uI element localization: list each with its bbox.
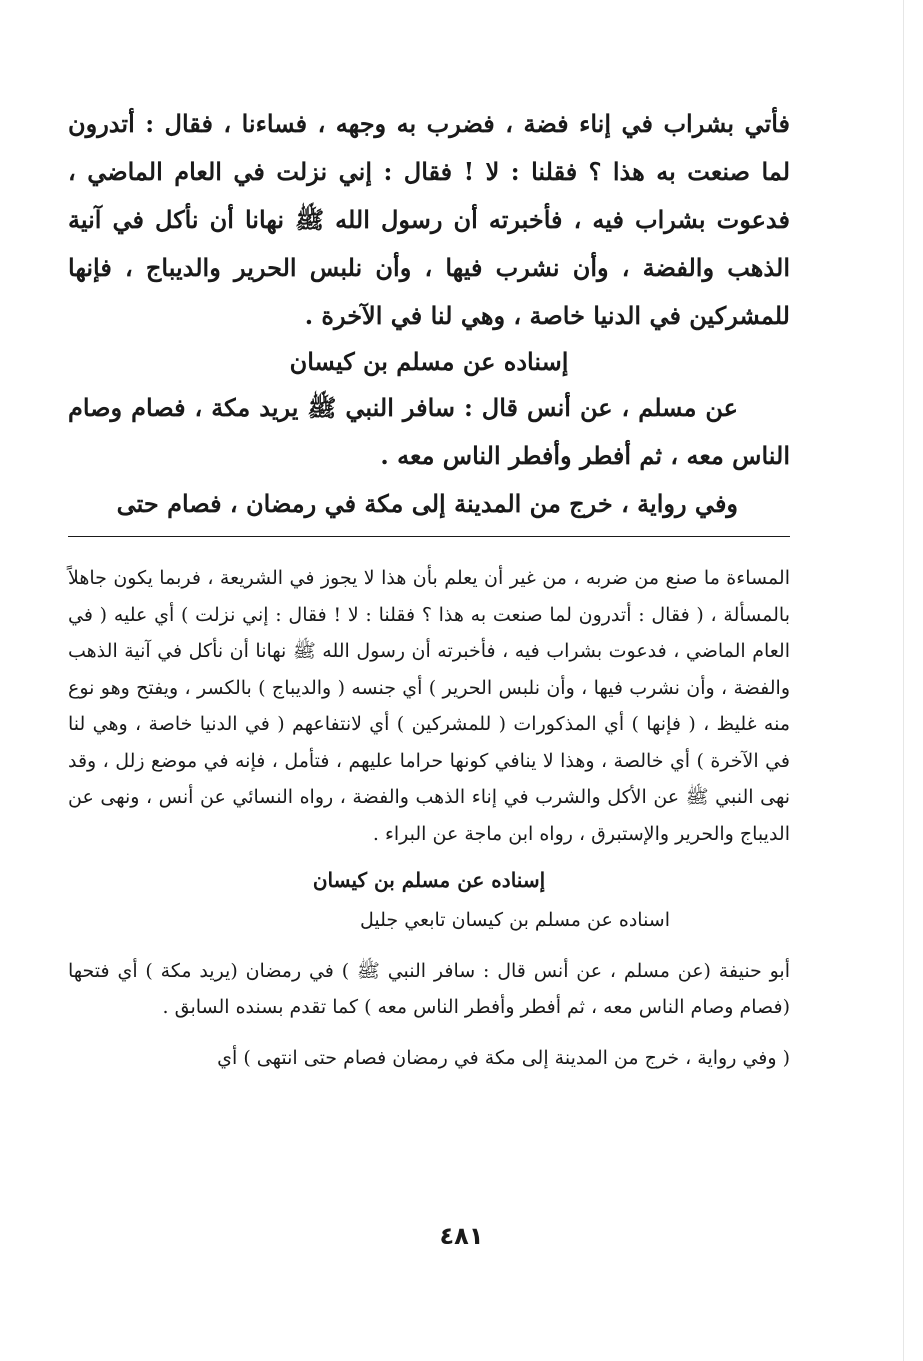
commentary-paragraph: المساءة ما صنع من ضربه ، من غير أن يعلم بأن هذا لا يجوز في الشريعة ، فربما يكون جاهلاً بالمسألة ، ( فقال : أتدرون لما صنعت به هذا ؟ فقلنا : لا ! فقال : إني نزلت ) أي عليه ( في العام الماضي ، فدعوت بشراب فيه ، فأخبرته أن رسول الله ﷺ نهانا أن نأكل في آنية الذهب والفضة ، وأن نشرب فيها ، وأن نلبس الحرير ) أي جنسه ( والديباج ) بالكسر ، ويفتح وهو نوع منه غليظ ، ( فإنها ) أي المذكورات ( للمشركين ) أي لانتفاعهم ( في الدنيا خاصة ، وهي لنا في الآخرة ) أي خالصة ، وهذا لا ينافي كونها حراما عليهم ، فتأمل ، فإنه في موضع زلل ، وقد نهى النبي ﷺ عن الأكل والشرب في إناء الذهب والفضة ، رواه النسائي عن أنس ، ونهى عن الديباج والحرير والإستبرق ، رواه ابن ماجة عن البراء .	[68, 567, 790, 845]
page-binding-edge	[903, 0, 904, 1361]
main-paragraph: فأتي بشراب في إناء فضة ، فضرب به وجهه ، فساءنا ، فقال : أتدرون لما صنعت به هذا ؟ فقلنا : لا ! فقال : إني نزلت في العام الماضي ، فدعوت بشراب فيه ، فأخبرته أن رسول الله ﷺ نهانا أن نأكل في آنية الذهب والفضة ، وأن نشرب فيها ، وأن نلبس الحرير والديباج ، فإنها للمشركين في الدنيا خاصة ، وهي لنا في الآخرة .	[68, 109, 790, 330]
main-section-heading: إسناده عن مسلم بن كيسان	[289, 347, 569, 376]
commentary-paragraph: أبو حنيفة (عن مسلم ، عن أنس قال : سافر النبي ﷺ ) في رمضان (يريد مكة ) أي فتحها (فصام وصام الناس معه ، ثم أفطر وأفطر الناس معه ) كما تقدم بسنده السابق .	[68, 959, 790, 1018]
footnote-separator	[68, 536, 790, 537]
page-number: ٤٨١	[439, 1222, 484, 1250]
commentary-subline: اسناده عن مسلم بن كيسان تابعي جليل	[360, 909, 670, 931]
main-paragraph: وفي رواية ، خرج من المدينة إلى مكة في رمضان ، فصام حتى	[116, 489, 738, 518]
commentary-section-heading: إسناده عن مسلم بن كيسان	[312, 868, 546, 892]
commentary-block	[68, 560, 790, 1076]
main-paragraph: عن مسلم ، عن أنس قال : سافر النبي ﷺ يريد مكة ، فصام وصام الناس معه ، ثم أفطر وأفطر الناس معه .	[68, 393, 790, 470]
commentary-paragraph: ( وفي رواية ، خرج من المدينة إلى مكة في رمضان فصام حتى انتهى ) أي	[217, 1046, 790, 1069]
main-text-block	[68, 100, 790, 528]
